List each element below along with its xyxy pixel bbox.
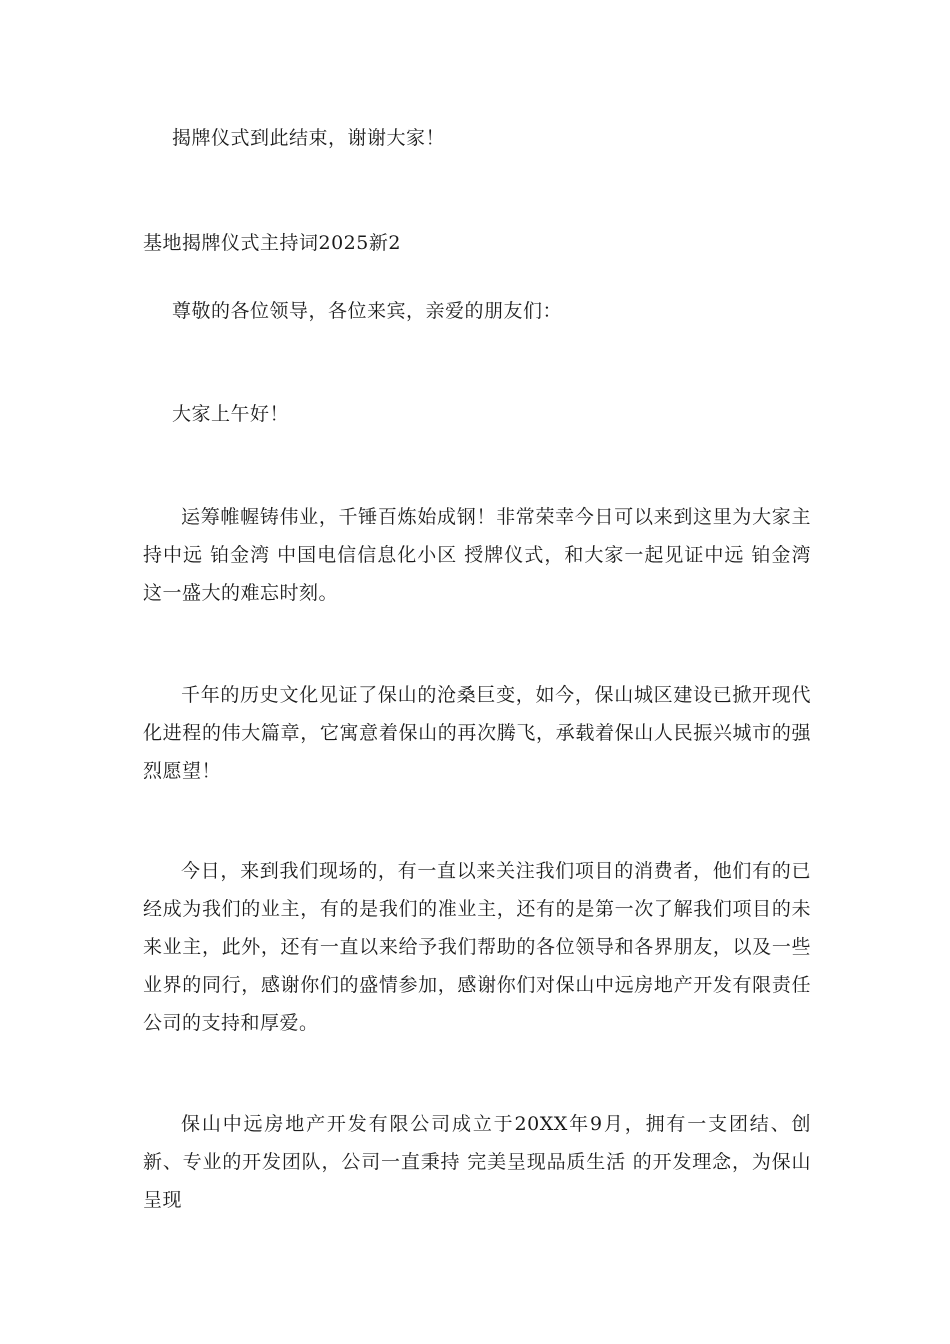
section-title: 基地揭牌仪式主持词2025新2 [143, 232, 401, 254]
good-morning-line: 大家上午好！ [172, 403, 290, 425]
closing-line: 揭牌仪式到此结束，谢谢大家！ [172, 127, 446, 149]
paragraph-guests: 今日，来到我们现场的，有一直以来关注我们项目的消费者，他们有的已经成为我们的业主，有的是我们的准业主，还有的是第一次了解我们项目的未来业主，此外，还有一直以来给予我们帮助的各位领导和各界朋友，以及一些业界的同行，感谢你们的盛情参加，感谢你们对保山中远房地产开发有限责任公司的支持和厚爱。 [143, 860, 811, 1034]
greeting-line: 尊敬的各位领导，各位来宾，亲爱的朋友们： [172, 300, 563, 322]
paragraph-history: 千年的历史文化见证了保山的沧桑巨变，如今，保山城区建设已掀开现代化进程的伟大篇章，它寓意着保山的再次腾飞，承载着保山人民振兴城市的强烈愿望！ [143, 684, 811, 782]
paragraph-company: 保山中远房地产开发有限公司成立于20XX年9月，拥有一支团结、创新、专业的开发团队，公司一直秉持 完美呈现品质生活 的开发理念，为保山呈现 [143, 1113, 811, 1211]
paragraph-opening: 运筹帷幄铸伟业，千锤百炼始成钢！非常荣幸今日可以来到这里为大家主持中远 铂金湾 中国电信信息化小区 授牌仪式，和大家一起见证中远 铂金湾这一盛大的难忘时刻。 [143, 506, 811, 604]
